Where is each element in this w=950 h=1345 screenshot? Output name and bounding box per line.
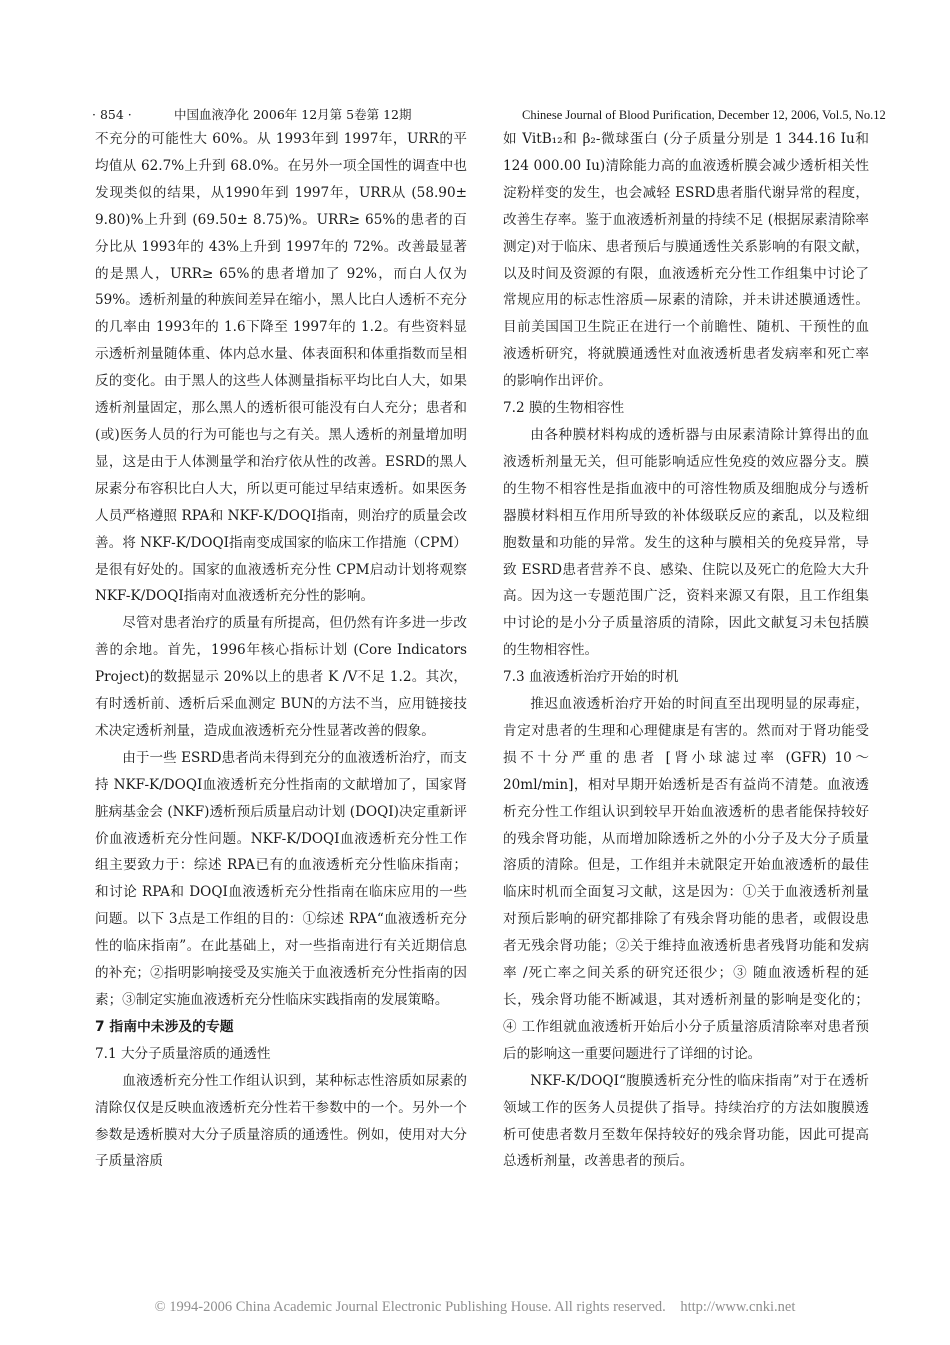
paragraph-continued: 不充分的可能性大 60%。从 1993年到 1997年，URR的平均值从 62.7%上升到 68.0%。在另外一项全国性的调查中也发现类似的结果，从1990年到 1997年，URR从 (58.90± 9.80)%上升到 (69.50± 8.75)%。URR≥ 65%的患者的百分比从 1993年的 43%上升到 1997年的 72%。改善最显著的是黑人，URR≥ 65%的患者增加了 92%，而白人仅为 59%。透析剂量的种族间差异在缩小，黑人比白人透析不充分的几率由 1993年的 1.6下降至 1997年的 1.2。有些资料显示透析剂量随体重、体内总水量、体表面积和体重指数而呈相反的变化。由于黑人的这些人体测量指标平均比白人大，如果透析剂量固定，那么黑人的透析很可能没有白人充分；患者和 (或)医务人员的行为可能也与之有关。黑人透析的剂量增加明显，这是由于人体测量学和治疗依从性的改善。ESRD的黑人尿素分布容积比白人大，所以更可能过早结束透析。如果医务人员严格遵照 RPA和 NKF-K/DOQI指南，则治疗的质量会改善。将 NKF-K/DOQI指南变成国家的临床工作措施（CPM）是很有好处的。国家的血液透析充分性 CPM启动计划将观察 NKF-K/DOQI指南对血液透析充分性的影响。 — [95, 131, 467, 605]
subsection-heading: 7.2 膜的生物相容性 — [503, 400, 625, 417]
copyright-footer — [0, 1299, 950, 1316]
paragraph: NKF-K/DOQI“腹膜透析充分性的临床指南”对于在透析领域工作的医务人员提供了指导。持续治疗的方法如腹膜透析可使患者数月至数年保持较好的残余肾功能，因此可提高总透析剂量，改善患者的预后。 — [503, 1072, 869, 1170]
section-heading: 7 指南中未涉及的专题 — [95, 1018, 234, 1035]
right-column — [503, 126, 869, 1175]
running-header — [92, 106, 886, 124]
page-number: · 854 · — [92, 107, 132, 122]
journal-title-en: Chinese Journal of Blood Purification, December 12, 2006, Vol.5, No.12 — [522, 108, 886, 122]
journal-title-cn: 中国血液净化 2006年 12月第 5卷第 12期 — [174, 107, 412, 122]
paragraph: 由于一些 ESRD患者尚未得到充分的血液透析治疗，而支持 NKF-K/DOQI血液透析充分性指南的文献增加了，国家肾脏病基金会 (NKF)透析预后质量启动计划 (DOQI)决定重新评价血液透析充分性问题。NKF-K/DOQI血液透析充分性工作组主要致力于：综述 RPA已有的血液透析充分性临床指南；和讨论 RPA和 DOQI血液透析充分性指南在临床应用的一些问题。以下 3点是工作组的目的：①综述 RPA“血液透析充分性的临床指南”。在此基础上，对一些指南进行有关近期信息的补充；②指明影响接受及实施关于血液透析充分性指南的因素；③制定实施血液透析充分性临床实践指南的发展策略。 — [95, 749, 467, 1008]
left-column — [95, 126, 467, 1175]
subsection-heading: 7.3 血液透析治疗开始的时机 — [503, 669, 679, 686]
copyright-text: © 1994-2006 China Academic Journal Electronic Publishing House. All rights reserved. — [154, 1299, 666, 1315]
paragraph: 血液透析充分性工作组认识到，某种标志性溶质如尿素的清除仅仅是反映血液透析充分性若干参数中的一个。另外一个参数是透析膜对大分子质量溶质的通透性。例如，使用对大分子质量溶质 — [95, 1072, 467, 1170]
cnki-link[interactable]: http://www.cnki.net — [680, 1299, 796, 1315]
paragraph: 推迟血液透析治疗开始的时间直至出现明显的尿毒症，肯定对患者的生理和心理健康是有害的。然而对于肾功能受损不十分严重的患者 [肾小球滤过率 (GFR) 10～ 20ml/min]，相对早期开始透析是否有益尚不清楚。血液透析充分性工作组认识到较早开始血液透析的患者能保持较好的残余肾功能，从而增加除透析之外的小分子及大分子质量溶质的清除。但是，工作组并未就限定开始血液透析的最佳临床时机而全面复习文献，这是因为：①关于血液透析剂量对预后影响的研究都排除了有残余肾功能的患者，或假设患者无残余肾功能；②关于维持血液透析患者残肾功能和发病率 /死亡率之间关系的研究还很少；③ 随血液透析程的延长，残余肾功能不断减退，其对透析剂量的影响是变化的；④ 工作组就血液透析开始后小分子质量溶质清除率对患者预后的影响这一重要问题进行了详细的讨论。 — [503, 696, 869, 1062]
paragraph: 由各种膜材料构成的透析器与由尿素清除计算得出的血液透析剂量无关，但可能影响适应性免疫的效应器分支。膜的生物不相容性是指血液中的可溶性物质及细胞成分与透析器膜材料相互作用所导致的补体级联反应的紊乱，以及粒细胞数量和功能的异常。发生的这种与膜相关的免疫异常，导致 ESRD患者营养不良、感染、住院以及死亡的危险大大升高。因为这一专题范围广泛，资料来源又有限，且工作组集中讨论的是小分子质量溶质的清除，因此文献复习未包括膜的生物相容性。 — [503, 426, 869, 659]
subsection-heading: 7.1 大分子质量溶质的通透性 — [95, 1045, 271, 1062]
paragraph-continued: 如 VitB₁₂和 β₂-微球蛋白 (分子质量分别是 1 344.16 Iu和 124 000.00 Iu)清除能力高的血液透析膜会减少透析相关性淀粉样变的发生，也会减轻 ESRD患者脂代谢异常的程度，改善生存率。鉴于血液透析剂量的持续不足 (根据尿素清除率测定)对于临床、患者预后与膜通透性关系影响的有限文献，以及时间及资源的有限，血液透析充分性工作组集中讨论了常规应用的标志性溶质—尿素的清除，并未讲述膜通透性。目前美国国卫生院正在进行一个前瞻性、随机、干预性的血液透析研究，将就膜通透性对血液透析患者发病率和死亡率的影响作出评价。 — [503, 131, 869, 390]
paragraph: 尽管对患者治疗的质量有所提高，但仍然有许多进一步改善的余地。首先，1996年核心指标计划 (Core Indicators Project)的数据显示 20%以上的患者 K /V不足 1.2。其次，有时透析前、透析后采血测定 BUN的方法不当，应用链接技术决定透析剂量，造成血液透析充分性显著改善的假象。 — [95, 615, 467, 739]
